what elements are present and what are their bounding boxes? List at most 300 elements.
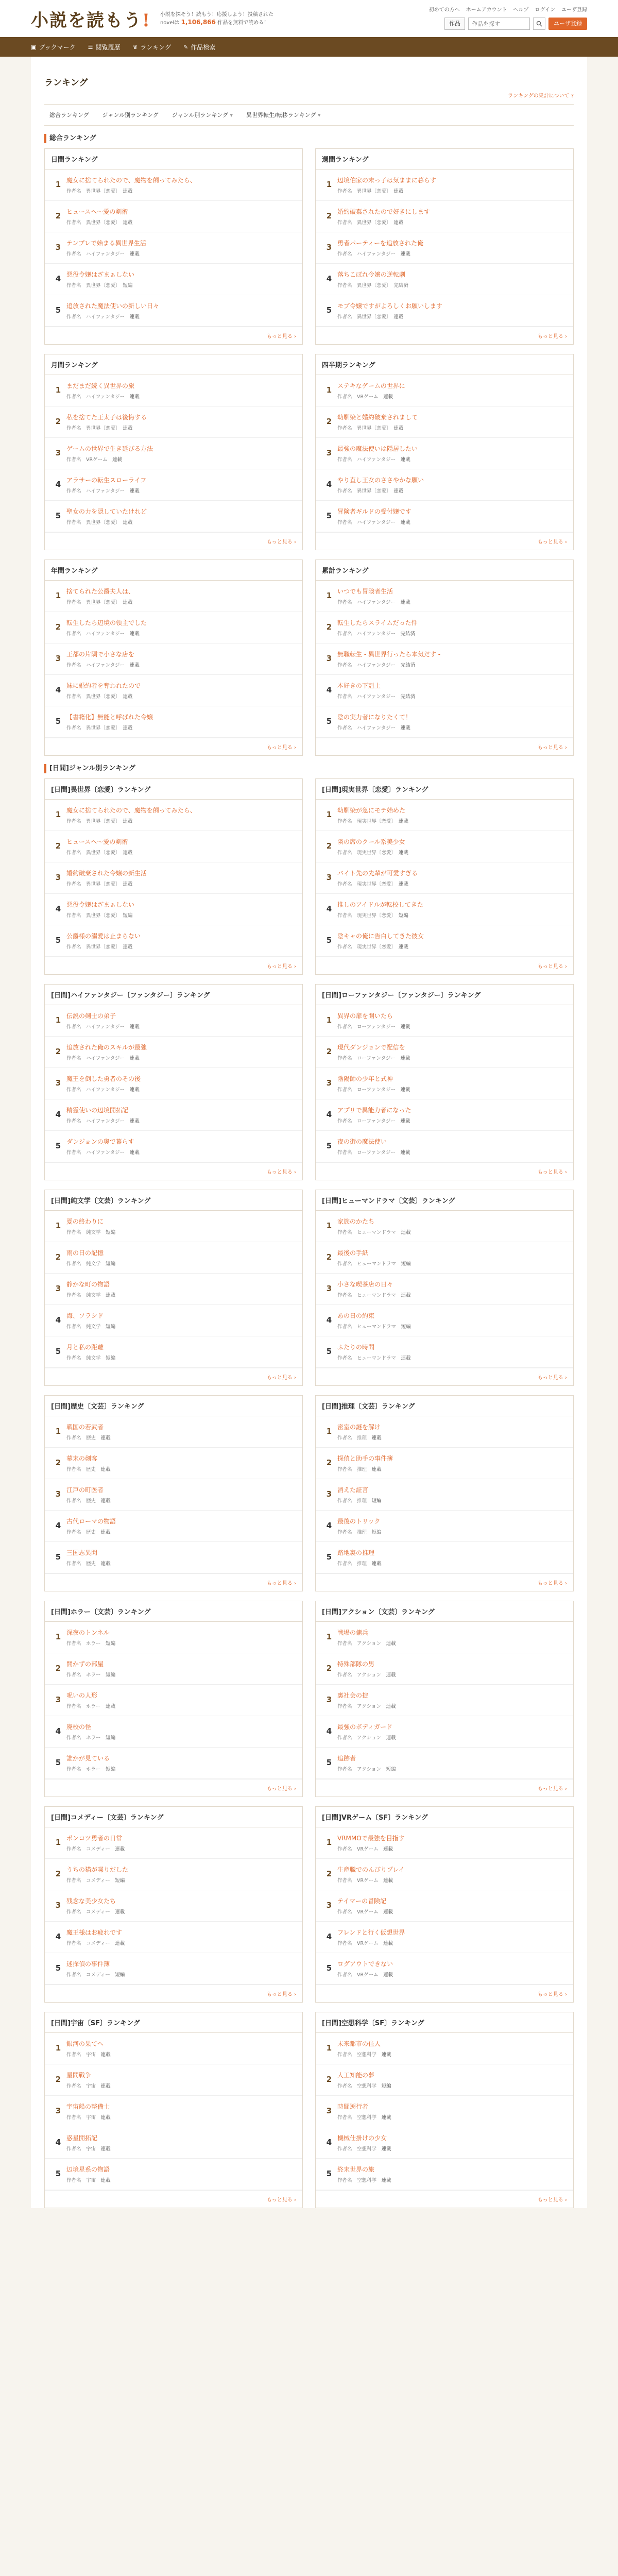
author-link[interactable]: 作者名 [337, 1704, 352, 1709]
novel-title-link[interactable]: 幼馴染と婚約破棄されまして [337, 414, 418, 421]
rank-number: 2 [326, 1664, 332, 1673]
entry-body [66, 587, 297, 606]
entry-body [337, 1628, 568, 1648]
entry-body [337, 1517, 568, 1536]
rank-number: 3 [55, 1901, 61, 1910]
novel-title-link[interactable]: 家族のかたち [337, 1218, 375, 1225]
header-link[interactable]: ユーザ登録 [561, 7, 587, 13]
more-link[interactable]: もっと見る › [316, 1162, 573, 1180]
genre-label: 異世界〔恋愛〕 [86, 426, 118, 431]
nav-item[interactable] [31, 43, 76, 52]
author-link[interactable]: 作者名 [337, 1355, 352, 1361]
novel-title-link[interactable]: 最強のボディガード [337, 1723, 393, 1731]
more-link[interactable]: もっと見る › [316, 957, 573, 974]
novel-title-link[interactable]: フレンドと行く仮想世界 [337, 1929, 405, 1936]
author-link[interactable]: 作者名 [66, 694, 81, 700]
entry-body [66, 1422, 297, 1442]
entry-meta [337, 282, 568, 290]
novel-title-link[interactable]: 惑星開拓記 [66, 2134, 98, 2142]
novel-title-link[interactable]: 追放された俺のスキルが最強 [66, 1044, 147, 1051]
novel-title-link[interactable]: 廃校の怪 [66, 1723, 92, 1731]
author-link[interactable]: 作者名 [66, 2146, 81, 2152]
novel-title-link[interactable]: 幼馴染が急にモテ始めた [337, 807, 406, 814]
genre-label: ハイファンタジー [86, 488, 125, 494]
novel-title-link[interactable]: 江戸の町医者 [66, 1486, 104, 1494]
rank-number: 4 [55, 685, 61, 694]
author-link[interactable]: 作者名 [337, 283, 352, 289]
author-link[interactable]: 作者名 [337, 189, 352, 194]
author-link[interactable]: 作者名 [66, 1498, 81, 1504]
more-link[interactable]: もっと見る › [316, 1779, 573, 1797]
novel-title-link[interactable]: 雨の日の記憶 [66, 1249, 104, 1257]
status-label: 連載 [123, 426, 133, 431]
author-link[interactable]: 作者名 [66, 220, 81, 226]
more-link[interactable]: もっと見る › [316, 1985, 573, 2002]
author-link[interactable]: 作者名 [337, 2115, 352, 2121]
rank-number: 2 [326, 1869, 332, 1878]
more-link[interactable]: もっと見る › [316, 1368, 573, 1385]
novel-title-link[interactable]: 悪役令嬢はざまぁしない [66, 901, 135, 908]
author-link[interactable]: 作者名 [66, 1355, 81, 1361]
novel-title-link[interactable]: 残念な美少女たち [66, 1897, 116, 1905]
novel-title-link[interactable]: 婚約破棄された令嬢の新生活 [66, 870, 147, 877]
novel-title-link[interactable]: ゲームの世界で生き延びる方法 [66, 445, 153, 452]
author-link[interactable]: 作者名 [66, 488, 81, 494]
ranking-tab[interactable]: ジャンル別ランキング ▾ [172, 111, 233, 119]
novel-title-link[interactable]: 【書籍化】無能と呼ばれた令嬢 [66, 714, 153, 721]
novel-title-link[interactable]: ログアウトできない [337, 1960, 393, 1968]
novel-title-link[interactable]: 辺境伯家の末っ子は気ままに暮らす [337, 177, 437, 184]
author-link[interactable]: 作者名 [66, 913, 81, 919]
novel-title-link[interactable]: 悪役令嬢はざまぁしない [66, 271, 135, 278]
author-link[interactable]: 作者名 [66, 1150, 81, 1156]
author-link[interactable]: 作者名 [66, 1024, 81, 1030]
author-link[interactable]: 作者名 [337, 1735, 352, 1741]
novel-title-link[interactable]: いつでも冒険者生活 [337, 588, 393, 595]
author-link[interactable]: 作者名 [66, 1230, 81, 1235]
novel-title-link[interactable]: 機械仕掛けの少女 [337, 2134, 387, 2142]
author-link[interactable]: 作者名 [66, 1467, 81, 1472]
more-link[interactable]: もっと見る › [45, 1779, 302, 1797]
novel-title-link[interactable]: 無職転生 - 異世界行ったら本気だす - [337, 651, 441, 658]
ranking-entry [45, 2064, 302, 2096]
author-link[interactable]: 作者名 [337, 1435, 352, 1441]
author-link[interactable]: 作者名 [337, 1641, 352, 1647]
novel-title-link[interactable]: 転生したら辺境の領主でした [66, 619, 147, 626]
author-link[interactable]: 作者名 [66, 1118, 81, 1124]
entry-body [66, 270, 297, 290]
genre-label: 異世界〔恋愛〕 [86, 189, 118, 194]
author-link[interactable]: 作者名 [337, 2178, 352, 2183]
novel-title-link[interactable]: 陰陽師の少年と式神 [337, 1075, 393, 1082]
novel-title-link[interactable]: 婚約破棄されたので好きにします [337, 208, 431, 215]
more-link[interactable]: もっと見る › [316, 2190, 573, 2208]
rank-number: 1 [326, 810, 332, 819]
more-link[interactable]: もっと見る › [316, 738, 573, 755]
novel-title-link[interactable]: 時間遡行者 [337, 2103, 369, 2110]
novel-title-link[interactable]: ヒュースへ〜愛の剣術 [66, 838, 128, 845]
novel-title-link[interactable]: 小さな喫茶店の日々 [337, 1281, 393, 1288]
ranking-tab[interactable]: ジャンル別ランキング [102, 112, 159, 118]
novel-title-link[interactable]: ステキなゲームの世界に [337, 382, 405, 389]
ranking-tab[interactable]: 異世界転生/転移ランキング ▾ [246, 111, 320, 119]
genre-label: ヒューマンドラマ [357, 1230, 397, 1235]
author-link[interactable]: 作者名 [66, 189, 81, 194]
author-link[interactable]: 作者名 [66, 426, 81, 431]
novel-title-link[interactable]: 魔女に捨てられたので、魔物を飼ってみたら、 [66, 177, 196, 184]
novel-title-link[interactable]: 戦国の若武者 [66, 1423, 104, 1431]
author-link[interactable]: 作者名 [337, 725, 352, 731]
author-link[interactable]: 作者名 [66, 725, 81, 731]
novel-title-link[interactable]: 勇者パーティーを追放された俺 [337, 240, 424, 247]
novel-title-link[interactable]: うちの猫が喋りだした [66, 1866, 129, 1873]
novel-title-link[interactable]: VRMMOで最強を目指す [337, 1835, 405, 1842]
author-link[interactable]: 作者名 [337, 850, 352, 856]
author-link[interactable]: 作者名 [337, 1878, 352, 1884]
ranking-help-link[interactable]: ランキングの集計について ? [44, 91, 574, 99]
author-link[interactable]: 作者名 [66, 1087, 81, 1093]
entry-meta [337, 2146, 568, 2153]
author-link[interactable]: 作者名 [337, 314, 352, 320]
search-icon[interactable] [533, 18, 545, 30]
novel-title-link[interactable]: 月と私の距離 [66, 1344, 104, 1351]
novel-title-link[interactable]: モブ令嬢ですがよろしくお願いします [337, 302, 443, 310]
author-link[interactable]: 作者名 [337, 1561, 352, 1567]
novel-title-link[interactable]: 隣の席のクール系美少女 [337, 838, 405, 845]
novel-title-link[interactable]: 三国志異聞 [66, 1549, 98, 1556]
author-link[interactable]: 作者名 [66, 1941, 81, 1946]
author-link[interactable]: 作者名 [66, 394, 81, 400]
novel-title-link[interactable]: 私を捨てた王太子は後悔する [66, 414, 147, 421]
author-link[interactable]: 作者名 [66, 1735, 81, 1741]
novel-title-link[interactable]: 伝説の剣士の弟子 [66, 1012, 116, 1020]
author-link[interactable]: 作者名 [337, 1261, 352, 1267]
novel-title-link[interactable]: 戦場の傭兵 [337, 1629, 369, 1636]
ranking-entry [316, 469, 573, 501]
author-link[interactable]: 作者名 [337, 1941, 352, 1946]
novel-title-link[interactable]: 推しのアイドルが転校してきた [337, 901, 423, 908]
novel-title-link[interactable]: 宇宙船の整備士 [66, 2103, 110, 2110]
entry-meta [66, 944, 297, 951]
novel-title-link[interactable]: 妹に婚約者を奪われたので [66, 682, 141, 689]
author-link[interactable]: 作者名 [66, 631, 81, 637]
novel-title-link[interactable]: 魔王を倒した勇者のその後 [66, 1075, 141, 1082]
novel-title-link[interactable]: ふたりの時間 [337, 1344, 375, 1351]
entry-body [337, 1422, 568, 1442]
more-link[interactable]: もっと見る › [316, 1573, 573, 1591]
novel-title-link[interactable]: やり直し王女のささやかな願い [337, 477, 424, 484]
novel-title-link[interactable]: 未来都市の住人 [337, 2040, 381, 2047]
more-link[interactable]: もっと見る › [45, 738, 302, 755]
novel-title-link[interactable]: 密室の謎を解け [337, 1423, 381, 1431]
author-link[interactable]: 作者名 [337, 631, 352, 637]
status-label: 短編 [106, 1355, 116, 1361]
novel-title-link[interactable]: 公爵様の溺愛は止まらない [66, 933, 141, 940]
entry-body [337, 1106, 568, 1125]
ranking-entry [45, 706, 302, 738]
author-link[interactable]: 作者名 [66, 882, 81, 887]
genre-label: ローファンタジー [357, 1150, 396, 1156]
author-link[interactable]: 作者名 [66, 1056, 81, 1061]
ranking-box-title: 月間ランキング [45, 354, 302, 375]
author-link[interactable]: 作者名 [66, 1530, 81, 1535]
author-link[interactable]: 作者名 [66, 457, 81, 463]
genre-label: 異世界〔恋愛〕 [357, 314, 389, 320]
rank-number: 5 [55, 2169, 61, 2178]
novel-title-link[interactable]: アラサーの転生スローライフ [66, 477, 147, 484]
author-link[interactable]: 作者名 [337, 694, 352, 700]
novel-title-link[interactable]: 最後のトリック [337, 1518, 381, 1525]
novel-title-link[interactable]: 路地裏の推理 [337, 1549, 375, 1556]
novel-title-link[interactable]: 開かずの部屋 [66, 1660, 104, 1668]
author-link[interactable]: 作者名 [66, 2052, 81, 2058]
novel-title-link[interactable]: 落ちこぼれ令嬢の逆転劇 [337, 271, 406, 278]
site-logo[interactable]: 小説を読もう! [31, 10, 151, 31]
entry-meta [66, 1498, 297, 1505]
author-link[interactable]: 作者名 [66, 944, 81, 950]
author-link[interactable]: 作者名 [66, 314, 81, 320]
novel-title-link[interactable]: 迷探偵の事件簿 [66, 1960, 110, 1968]
author-link[interactable]: 作者名 [337, 1467, 352, 1472]
nav-item[interactable] [132, 43, 171, 52]
genre-label: ハイファンタジー [357, 663, 396, 668]
more-link[interactable]: もっと見る › [45, 1368, 302, 1385]
novel-title-link[interactable]: 本好きの下剋上 [337, 682, 381, 689]
novel-title-link[interactable]: 辺境星系の物語 [66, 2166, 110, 2173]
novel-title-link[interactable]: 最強の魔法使いは隠居したい [337, 445, 418, 452]
status-label: 連載 [381, 2052, 391, 2058]
author-link[interactable]: 作者名 [337, 1293, 352, 1298]
novel-title-link[interactable]: 古代ローマの物語 [66, 1518, 116, 1525]
author-link[interactable]: 作者名 [337, 1118, 352, 1124]
novel-count: 1,106,866 [181, 18, 216, 26]
novel-title-link[interactable]: 探偵と助手の事件簿 [337, 1455, 393, 1462]
novel-title-link[interactable]: 人工知能の夢 [337, 2072, 375, 2079]
novel-title-link[interactable]: 夏の終わりに [66, 1218, 104, 1225]
author-link[interactable]: 作者名 [337, 1230, 352, 1235]
novel-title-link[interactable]: 精霊使いの辺境開拓記 [66, 1107, 129, 1114]
author-link[interactable]: 作者名 [337, 913, 352, 919]
author-link[interactable]: 作者名 [337, 1972, 352, 1978]
header-link[interactable]: ホームアカウント [466, 7, 507, 13]
author-link[interactable]: 作者名 [66, 1846, 81, 1852]
more-link[interactable]: もっと見る › [316, 327, 573, 344]
rank-number: 3 [55, 1695, 61, 1704]
author-link[interactable]: 作者名 [66, 520, 81, 526]
ranking-tab[interactable]: 総合ランキング [49, 112, 89, 118]
author-link[interactable]: 作者名 [66, 663, 81, 668]
entry-body [337, 681, 568, 701]
novel-title-link[interactable]: 呪いの人形 [66, 1692, 98, 1699]
novel-title-link[interactable]: ヒュースへ〜愛の剣術 [66, 208, 128, 215]
novel-title-link[interactable]: 幕末の剣客 [66, 1455, 98, 1462]
header-link[interactable]: ログイン [535, 7, 555, 13]
author-link[interactable]: 作者名 [337, 457, 352, 463]
register-button[interactable]: ユーザ登録 [548, 18, 587, 30]
ranking-entry [45, 1336, 302, 1368]
novel-title-link[interactable]: 転生したらスライムだった件 [337, 619, 418, 626]
novel-title-link[interactable]: 異界の扉を開いたら [337, 1012, 393, 1020]
rank-number: 3 [326, 243, 332, 252]
author-link[interactable]: 作者名 [337, 220, 352, 226]
author-link[interactable]: 作者名 [337, 1324, 352, 1330]
header-link[interactable]: 初めての方へ [428, 7, 460, 13]
ranking-entry [45, 1748, 302, 1779]
author-link[interactable]: 作者名 [66, 1293, 81, 1298]
novel-title-link[interactable]: 陰キャの俺に告白してきた彼女 [337, 933, 424, 940]
author-link[interactable]: 作者名 [337, 1087, 352, 1093]
entry-meta [337, 519, 568, 527]
author-link[interactable]: 作者名 [337, 1498, 352, 1504]
novel-title-link[interactable]: 陰の実力者になりたくて！ [337, 714, 412, 721]
novel-title-link[interactable]: 終末世界の旅 [337, 2166, 375, 2173]
novel-title-link[interactable]: 追跡者 [337, 1755, 356, 1762]
more-link[interactable]: もっと見る › [45, 327, 302, 344]
nav-item[interactable] [183, 43, 215, 52]
author-link[interactable]: 作者名 [337, 426, 352, 431]
novel-title-link[interactable]: 魔王様はお疲れです [66, 1929, 123, 1936]
author-link[interactable]: 作者名 [66, 600, 81, 605]
author-link[interactable]: 作者名 [66, 1767, 81, 1772]
novel-title-link[interactable]: 夜の街の魔法使い [337, 1138, 387, 1145]
entry-meta [337, 2177, 568, 2184]
more-link[interactable]: もっと見る › [45, 957, 302, 974]
novel-title-link[interactable]: 消えた証言 [337, 1486, 369, 1494]
author-link[interactable]: 作者名 [337, 882, 352, 887]
rank-number: 3 [326, 873, 332, 882]
author-link[interactable]: 作者名 [337, 1150, 352, 1156]
author-link[interactable]: 作者名 [66, 1435, 81, 1441]
status-label: 連載 [400, 251, 410, 257]
author-link[interactable]: 作者名 [337, 1909, 352, 1915]
novel-title-link[interactable]: テンプレで始まる異世界生活 [66, 240, 146, 247]
ranking-box [44, 1395, 303, 1591]
author-link[interactable]: 作者名 [66, 1261, 81, 1267]
more-link[interactable]: もっと見る › [45, 1985, 302, 2002]
entry-meta [337, 1735, 568, 1742]
novel-title-link[interactable]: テイマーの冒険記 [337, 1897, 387, 1905]
novel-title-link[interactable]: バイト先の先輩が可愛すぎる [337, 870, 418, 877]
author-link[interactable]: 作者名 [66, 850, 81, 856]
novel-title-link[interactable]: 冒険者ギルドの受付嬢です [337, 508, 411, 515]
novel-title-link[interactable]: ポンコツ勇者の日常 [66, 1835, 123, 1842]
rank-number: 1 [326, 1221, 332, 1230]
author-link[interactable]: 作者名 [337, 520, 352, 526]
author-link[interactable]: 作者名 [337, 1672, 352, 1678]
novel-title-link[interactable]: アプリで異能力者になった [337, 1107, 411, 1114]
search-type-select[interactable]: 作品 [444, 18, 465, 30]
novel-title-link[interactable]: 特殊部隊の男 [337, 1660, 375, 1668]
entry-meta [66, 1909, 297, 1916]
ranking-box-title: [日間]異世界〔恋愛〕ランキング [45, 779, 302, 800]
author-link[interactable]: 作者名 [66, 2178, 81, 2183]
author-link[interactable]: 作者名 [337, 251, 352, 257]
entry-meta [66, 2146, 297, 2153]
more-link[interactable]: もっと見る › [45, 2190, 302, 2208]
novel-title-link[interactable]: あの日の約束 [337, 1312, 375, 1319]
author-link[interactable]: 作者名 [337, 2146, 352, 2152]
author-link[interactable]: 作者名 [337, 819, 352, 824]
author-link[interactable]: 作者名 [337, 1530, 352, 1535]
author-link[interactable]: 作者名 [66, 283, 81, 289]
genre-label: 純文学 [86, 1355, 101, 1361]
header-link[interactable]: ヘルプ [513, 7, 529, 13]
page-title: ランキング [44, 78, 88, 88]
author-link[interactable]: 作者名 [66, 1672, 81, 1678]
more-link[interactable]: もっと見る › [45, 1162, 302, 1180]
ranking-entry [316, 1131, 573, 1162]
nav-item[interactable] [88, 43, 121, 52]
novel-title-link[interactable]: 魔女に捨てられたので、魔物を飼ってみたら、 [66, 807, 196, 814]
entry-meta [66, 425, 297, 432]
novel-title-link[interactable]: 聖女の力を隠していたけれど [66, 508, 147, 515]
novel-title-link[interactable]: 銀河の果てへ [66, 2040, 104, 2047]
entry-meta [66, 599, 297, 606]
novel-title-link[interactable]: 海、ソラシド [66, 1312, 104, 1319]
author-link[interactable]: 作者名 [337, 1024, 352, 1030]
author-link[interactable]: 作者名 [66, 1561, 81, 1567]
author-link[interactable]: 作者名 [66, 251, 81, 257]
genre-label: 異世界〔恋愛〕 [86, 520, 118, 526]
novel-title-link[interactable]: 星間戦争 [66, 2072, 92, 2079]
more-link[interactable]: もっと見る › [316, 532, 573, 550]
author-link[interactable]: 作者名 [66, 1641, 81, 1647]
entry-meta [337, 1229, 568, 1236]
author-link[interactable]: 作者名 [337, 663, 352, 668]
author-link[interactable]: 作者名 [66, 2115, 81, 2121]
genre-label: ハイファンタジー [86, 1150, 125, 1156]
novel-title-link[interactable]: 捨てられた公爵夫人は、 [66, 588, 135, 595]
novel-title-link[interactable]: 深夜のトンネル [66, 1629, 110, 1636]
novel-title-link[interactable]: 最後の手紙 [337, 1249, 369, 1257]
novel-title-link[interactable]: 追放された魔法使いの新しい日々 [66, 302, 160, 310]
author-link[interactable]: 作者名 [66, 1878, 81, 1884]
author-link[interactable]: 作者名 [337, 2083, 352, 2089]
author-link[interactable]: 作者名 [337, 944, 352, 950]
author-link[interactable]: 作者名 [66, 819, 81, 824]
novel-title-link[interactable]: 現代ダンジョンで配信を [337, 1044, 405, 1051]
author-link[interactable]: 作者名 [337, 394, 352, 400]
novel-title-link[interactable]: ダンジョンの奥で暮らす [66, 1138, 134, 1145]
more-link[interactable]: もっと見る › [45, 1573, 302, 1591]
novel-title-link[interactable]: 生産職でのんびりプレイ [337, 1866, 405, 1873]
ranking-entry [316, 1685, 573, 1716]
author-link[interactable]: 作者名 [66, 1704, 81, 1709]
author-link[interactable]: 作者名 [66, 1972, 81, 1978]
search-input[interactable] [468, 18, 530, 30]
author-link[interactable]: 作者名 [66, 1324, 81, 1330]
novel-title-link[interactable]: まだまだ続く異世界の旅 [66, 382, 135, 389]
novel-title-link[interactable]: 裏社会の掟 [337, 1692, 369, 1699]
rank-number: 5 [55, 936, 61, 945]
author-link[interactable]: 作者名 [337, 600, 352, 605]
author-link[interactable]: 作者名 [66, 1909, 81, 1915]
genre-label: アクション [357, 1767, 382, 1772]
novel-title-link[interactable]: 誰かが見ている [66, 1755, 110, 1762]
author-link[interactable]: 作者名 [337, 1846, 352, 1852]
author-link[interactable]: 作者名 [337, 2052, 352, 2058]
author-link[interactable]: 作者名 [66, 2083, 81, 2089]
novel-title-link[interactable]: 王都の片隅で小さな店を [66, 651, 135, 658]
author-link[interactable]: 作者名 [337, 488, 352, 494]
author-link[interactable]: 作者名 [337, 1767, 352, 1772]
section-heading: 総合ランキング [44, 134, 574, 143]
more-link[interactable]: もっと見る › [45, 532, 302, 550]
author-link[interactable]: 作者名 [337, 1056, 352, 1061]
novel-title-link[interactable]: 静かな町の物語 [66, 1281, 110, 1288]
rank-number: 3 [326, 1284, 332, 1293]
entry-body [337, 2102, 568, 2122]
